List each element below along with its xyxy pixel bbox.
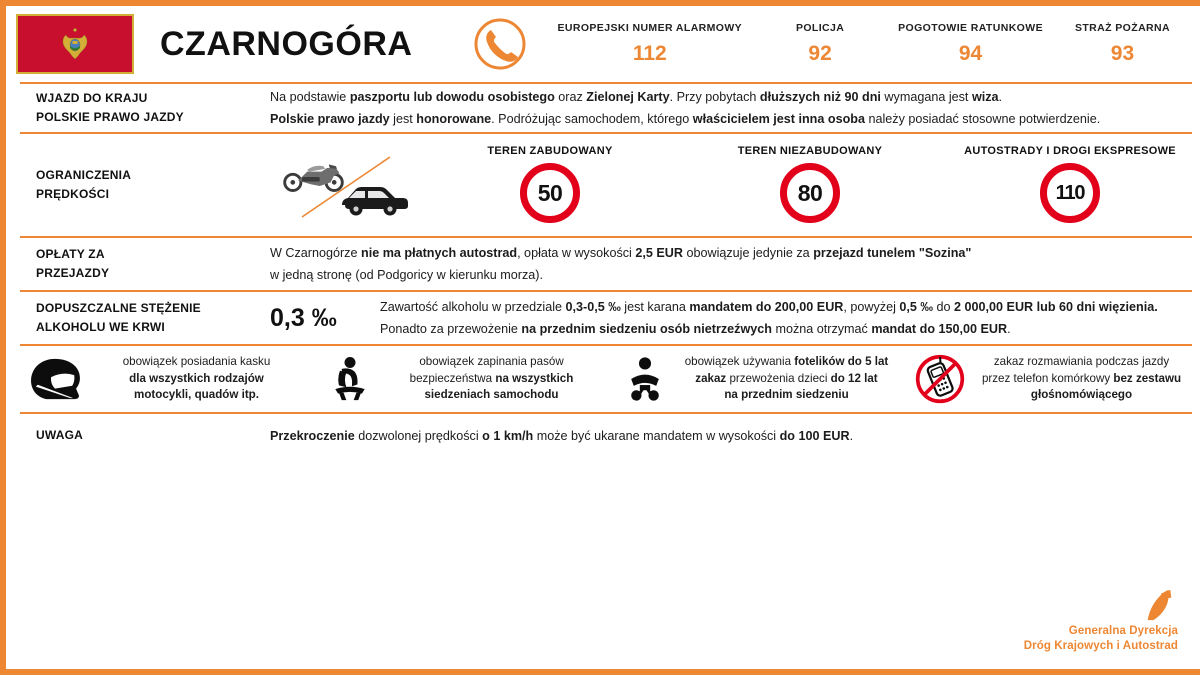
emergency-numbers [473,17,1200,71]
crest-icon [60,26,90,62]
speed-caption: TEREN NIEZABUDOWANY [737,145,883,157]
emergency-number: 92 [808,42,832,66]
speed-limit-sign [1040,163,1100,223]
footer-logo [1024,588,1178,655]
entry-label-line2: POLSKIE PRAWO JAZDY [36,110,184,124]
emergency-label: STRAŻ POŻARNA [1074,21,1170,34]
speed-limit-value: 80 [797,179,823,206]
header [6,6,1200,82]
section-rules [6,346,1200,412]
section-notice-label: UWAGA [36,428,83,443]
speed-column-outside [680,145,940,223]
section-entry-body [270,86,1200,130]
emergency-item-ambulance [882,22,1059,66]
section-alcohol-label [20,299,270,337]
tolls-label-line1: OPŁATY ZA [36,246,105,261]
section-entry [6,84,1200,132]
alcohol-label-line1: DOPUSZCZALNE STĘŻENIE [36,300,201,315]
emergency-number: 94 [958,42,983,66]
speed-column-motorway [940,145,1200,223]
section-speed-limits [6,134,1200,236]
tolls-label-line2: PRZEJAZDY [36,266,110,280]
section-entry-label [20,89,270,127]
speed-limit-sign [780,163,840,223]
speed-limit-sign [520,163,580,223]
emergency-label: EUROPEJSKI NUMER ALARMOWY [557,21,743,34]
rule-child-seat-text: obowiązek używania fotelików do 5 lat zakaz przewożenia dzieci do 12 lat na przednim siedzeniu [684,354,889,402]
footer-org-line1: Generalna Dyrekcja [1068,624,1178,637]
gddkia-eagle-icon [1140,588,1178,622]
page-title: CZARNOGÓRA [160,24,413,63]
entry-label-line1: WJAZD DO KRAJU [36,90,148,105]
alcohol-text-line1: Zawartość alkoholu w przedziale 0,3-0,5 ‰ jest karana mandatem do 200,00 EUR, powyżej 0,5 ‰ do 2 000,00 EUR lub 60 dni więzienia. [380,299,1158,314]
emergency-item-european [541,22,758,66]
helmet-icon [26,353,84,405]
emergency-number: 93 [1110,42,1135,66]
speed-limit-value: 50 [537,179,563,206]
child-seat-icon [616,353,674,405]
no-mobile-phone-icon [911,353,969,405]
motorcycle-and-car-icon [270,145,420,225]
phone-icon [473,17,527,71]
emergency-label: POGOTOWIE RATUNKOWE [898,21,1043,34]
rule-no-phone [905,353,1200,405]
alcohol-limit-value: 0,3 ‰ [270,303,337,332]
notice-text: Przekroczenie dozwolonej prędkości o 1 km/h może być ukarane mandatem w wysokości do 100 EUR. [270,428,854,443]
speed-limit-value: 110 [1055,181,1085,204]
section-notice [6,414,1200,458]
speed-label-line1: OGRANICZENIA [36,167,132,182]
emergency-item-fire [1059,22,1186,66]
rule-child-seat [610,353,905,405]
section-alcohol [6,292,1200,344]
montenegro-flag-icon [16,14,134,74]
speed-caption: TEREN ZABUDOWANY [487,145,613,157]
emergency-label: POLICJA [795,21,845,34]
tolls-text-line1: W Czarnogórze nie ma płatnych autostrad, opłata w wysokości 2,5 EUR obowiązuje jedynie za przejazd tunelem "Sozina" [270,245,972,260]
speed-label-line2: PRĘDKOŚCI [36,187,110,201]
rule-no-phone-text: zakaz rozmawiania podczas jazdy przez telefon komórkowy bez zestawu głośnomówiącego [981,354,1182,402]
speed-caption: AUTOSTRADY I DROGI EKSPRESOWE [964,145,1176,157]
speed-column-builtup [420,145,680,223]
tolls-text-line2: w jedną stronę (od Podgoricy w kierunku morza). [270,268,543,282]
emergency-item-police [758,22,882,66]
section-speed-label [20,166,270,204]
rule-helmet [20,353,315,405]
rule-seatbelt [315,353,610,405]
alcohol-text-line2: Ponadto za przewożenie na przednim siedzeniu osób nietrzeźwych można otrzymać mandat do 150,00 EUR. [380,322,1011,336]
alcohol-label-line2: ALKOHOLU WE KRWI [36,320,165,334]
footer-org-line2: Dróg Krajowych i Autostrad [1023,640,1178,653]
rule-seatbelt-text: obowiązek zapinania pasów bezpieczeństwa na wszystkich siedzeniach samochodu [409,354,574,402]
entry-text-line2: Polskie prawo jazdy jest honorowane. Podróżując samochodem, którego właścicielem jest inna osoba należy posiadać stosowne potwierdzenie. [270,112,1101,126]
emergency-number: 112 [632,42,667,66]
entry-text-line1: Na podstawie paszportu lub dowodu osobistego oraz Zielonej Karty. Przy pobytach dłuższych niż 90 dni wymagana jest wiza. [270,89,1003,104]
rule-helmet-text: obowiązek posiadania kasku dla wszystkich rodzajów motocykli, quadów itp. [122,354,271,402]
section-tolls-label [20,245,270,283]
section-tolls [6,238,1200,290]
seatbelt-icon [321,353,379,405]
